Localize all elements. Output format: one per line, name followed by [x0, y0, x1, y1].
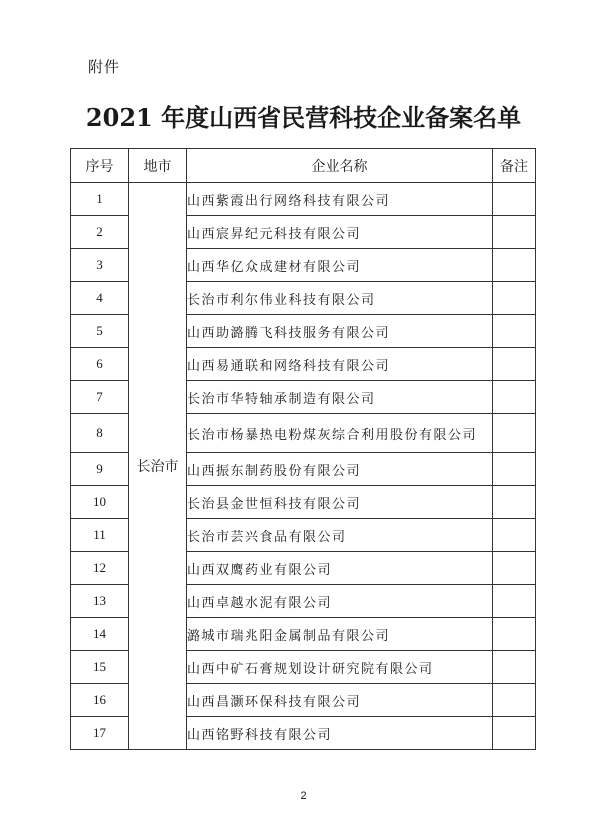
row-seq: 16 — [71, 684, 129, 717]
row-enterprise-name: 长治市杨暴热电粉煤灰综合利用股份有限公司 — [187, 414, 493, 453]
row-seq: 2 — [71, 216, 129, 249]
row-seq: 6 — [71, 348, 129, 381]
row-enterprise-name: 潞城市瑞兆阳金属制品有限公司 — [187, 618, 493, 651]
row-enterprise-name: 山西中矿石膏规划设计研究院有限公司 — [187, 651, 493, 684]
row-note — [493, 216, 536, 249]
row-seq: 10 — [71, 486, 129, 519]
row-enterprise-name: 山西铭野科技有限公司 — [187, 717, 493, 750]
row-enterprise-name: 山西宸昇纪元科技有限公司 — [187, 216, 493, 249]
column-header-name: 企业名称 — [187, 149, 493, 183]
row-enterprise-name: 山西昌灏环保科技有限公司 — [187, 684, 493, 717]
row-seq: 9 — [71, 453, 129, 486]
row-seq: 12 — [71, 552, 129, 585]
row-enterprise-name: 长治县金世恒科技有限公司 — [187, 486, 493, 519]
attachment-label: 附件 — [88, 58, 121, 76]
row-note — [493, 585, 536, 618]
row-seq: 11 — [71, 519, 129, 552]
row-enterprise-name: 长治市利尔伟业科技有限公司 — [187, 282, 493, 315]
row-enterprise-name: 山西振东制药股份有限公司 — [187, 453, 493, 486]
row-seq: 17 — [71, 717, 129, 750]
table-row — [71, 183, 536, 216]
document-title: 2021 年度山西省民营科技企业备案名单 — [85, 103, 522, 132]
row-enterprise-name: 山西华亿众成建材有限公司 — [187, 249, 493, 282]
row-seq: 15 — [71, 651, 129, 684]
row-note — [493, 348, 536, 381]
row-seq: 14 — [71, 618, 129, 651]
row-note — [493, 453, 536, 486]
row-note — [493, 486, 536, 519]
row-note — [493, 684, 536, 717]
row-seq: 8 — [71, 414, 129, 453]
row-note — [493, 717, 536, 750]
table-header-row — [71, 149, 536, 183]
row-seq: 3 — [71, 249, 129, 282]
row-seq: 1 — [71, 183, 129, 216]
row-note — [493, 381, 536, 414]
row-enterprise-name: 山西卓越水泥有限公司 — [187, 585, 493, 618]
row-enterprise-name: 山西双鹰药业有限公司 — [187, 552, 493, 585]
row-note — [493, 552, 536, 585]
row-note — [493, 618, 536, 651]
row-seq: 13 — [71, 585, 129, 618]
row-enterprise-name: 长治市芸兴食品有限公司 — [187, 519, 493, 552]
row-note — [493, 414, 536, 453]
row-enterprise-name: 山西易通联和网络科技有限公司 — [187, 348, 493, 381]
column-header-city: 地市 — [129, 149, 187, 183]
city-cell: 长治市 — [129, 183, 187, 750]
row-enterprise-name: 山西助潞腾飞科技服务有限公司 — [187, 315, 493, 348]
row-note — [493, 315, 536, 348]
enterprise-table — [70, 148, 536, 750]
row-note — [493, 249, 536, 282]
row-note — [493, 519, 536, 552]
row-seq: 7 — [71, 381, 129, 414]
column-header-note: 备注 — [493, 149, 536, 183]
column-header-seq: 序号 — [71, 149, 129, 183]
row-seq: 4 — [71, 282, 129, 315]
row-note — [493, 282, 536, 315]
row-note — [493, 183, 536, 216]
table-body — [71, 183, 536, 750]
row-note — [493, 651, 536, 684]
row-seq: 5 — [71, 315, 129, 348]
page-number: 2 — [300, 790, 307, 802]
row-enterprise-name: 长治市华特轴承制造有限公司 — [187, 381, 493, 414]
row-enterprise-name: 山西紫霞出行网络科技有限公司 — [187, 183, 493, 216]
